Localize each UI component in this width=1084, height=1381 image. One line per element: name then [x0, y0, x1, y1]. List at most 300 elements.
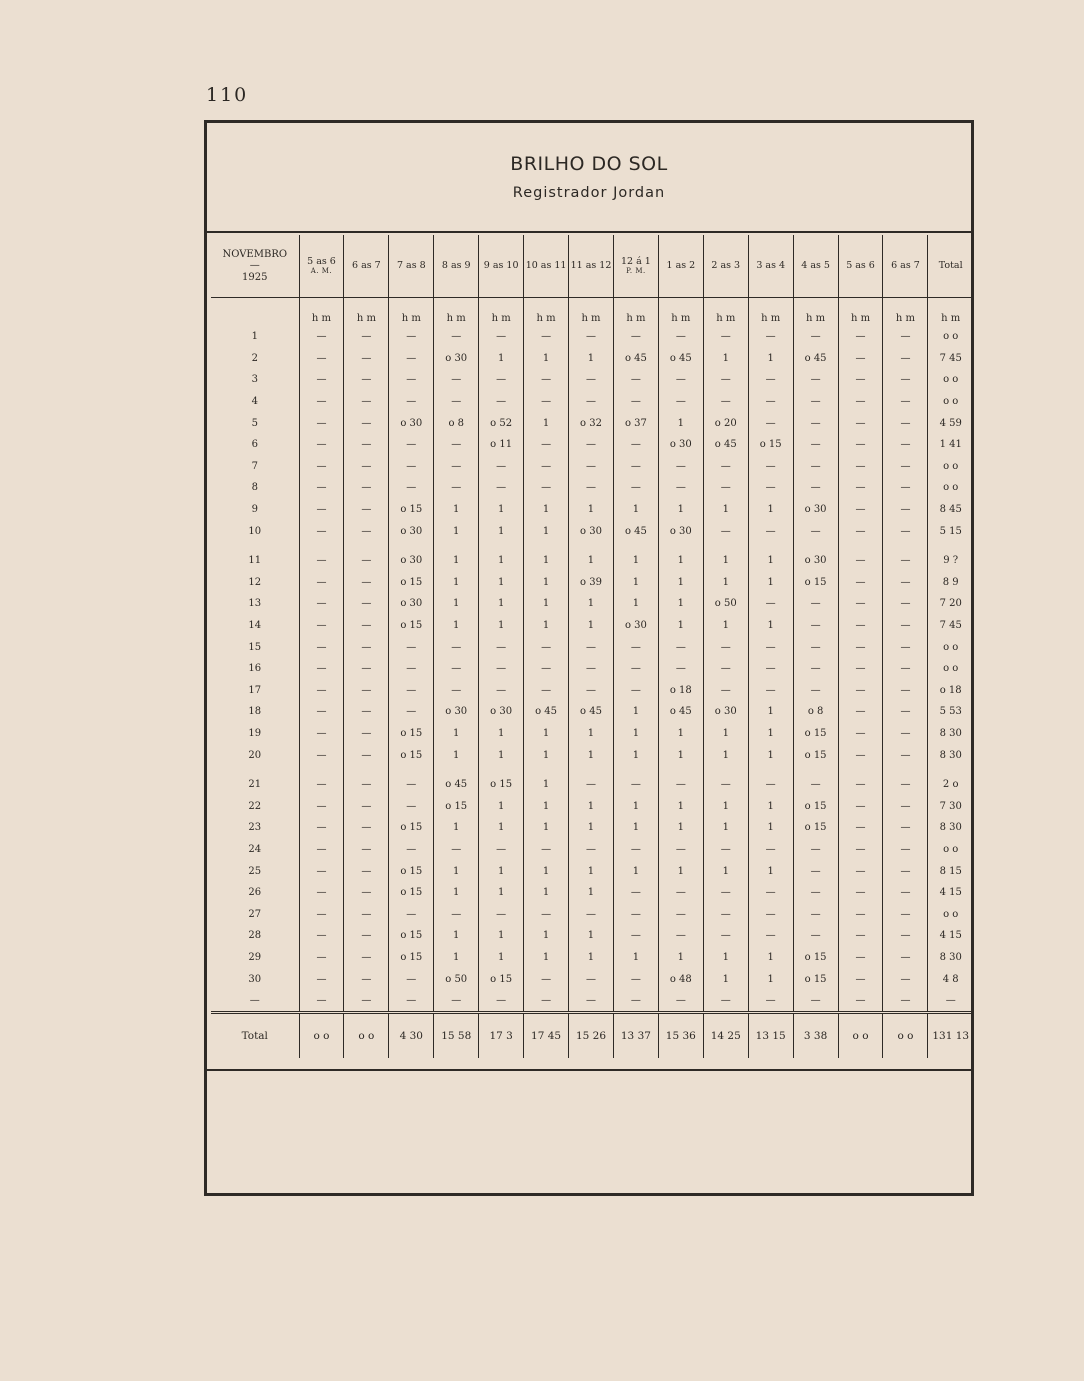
- year-label: 1925: [242, 271, 268, 283]
- value-cell: —: [434, 477, 479, 499]
- value-cell: —: [389, 434, 434, 456]
- value-cell: —: [883, 817, 928, 839]
- value-cell: 1: [569, 860, 614, 882]
- value-cell: o 15: [793, 817, 838, 839]
- value-cell: —: [479, 680, 524, 702]
- value-cell: —: [838, 636, 883, 658]
- value-cell: 1: [658, 860, 703, 882]
- value-cell: 1: [748, 795, 793, 817]
- value-cell: —: [793, 520, 838, 542]
- total-cell: 13 37: [613, 1013, 658, 1059]
- value-cell: —: [838, 795, 883, 817]
- table-row: [211, 839, 973, 861]
- value-cell: —: [299, 680, 344, 702]
- table-row: [211, 766, 973, 796]
- value-cell: 1: [479, 860, 524, 882]
- units-row: [211, 298, 973, 327]
- value-cell: —: [748, 903, 793, 925]
- value-cell: —: [793, 477, 838, 499]
- value-cell: —: [703, 456, 748, 478]
- value-cell: —: [524, 434, 569, 456]
- value-cell: 1: [748, 572, 793, 594]
- day-cell: 19: [248, 727, 262, 739]
- value-cell: —: [344, 839, 389, 861]
- value-cell: —: [748, 456, 793, 478]
- value-cell: —: [748, 369, 793, 391]
- value-cell: o 39: [569, 572, 614, 594]
- value-cell: —: [748, 925, 793, 947]
- value-cell: o 15: [389, 817, 434, 839]
- totals-row: [211, 1013, 973, 1059]
- table-row: [211, 412, 973, 434]
- value-cell: —: [883, 434, 928, 456]
- value-cell: —: [299, 701, 344, 723]
- value-cell: o 15: [389, 723, 434, 745]
- value-cell: 8 30: [928, 744, 973, 766]
- value-cell: —: [838, 882, 883, 904]
- value-cell: o 15: [479, 968, 524, 990]
- value-cell: 1: [703, 572, 748, 594]
- value-cell: 1: [569, 593, 614, 615]
- column-header: [748, 235, 793, 298]
- value-cell: 1: [524, 348, 569, 370]
- value-cell: —: [344, 434, 389, 456]
- value-cell: 1: [748, 701, 793, 723]
- value-cell: —: [344, 968, 389, 990]
- value-cell: —: [838, 369, 883, 391]
- column-label: 11 as 12: [570, 259, 612, 271]
- value-cell: —: [613, 882, 658, 904]
- value-cell: —: [389, 477, 434, 499]
- table-row: [211, 326, 973, 348]
- value-cell: 1: [703, 860, 748, 882]
- value-cell: 5 53: [928, 701, 973, 723]
- value-cell: —: [299, 572, 344, 594]
- value-cell: —: [703, 658, 748, 680]
- value-cell: —: [389, 456, 434, 478]
- table-row: [211, 903, 973, 925]
- day-cell: 22: [248, 800, 262, 812]
- value-cell: —: [703, 477, 748, 499]
- value-cell: —: [524, 456, 569, 478]
- value-cell: 1: [703, 615, 748, 637]
- day-cell: 28: [248, 930, 262, 942]
- value-cell: 1: [613, 744, 658, 766]
- value-cell: 7 45: [928, 348, 973, 370]
- table-row: [211, 744, 973, 766]
- value-cell: —: [389, 369, 434, 391]
- value-cell: —: [703, 680, 748, 702]
- value-cell: —: [434, 456, 479, 478]
- value-cell: o 50: [434, 968, 479, 990]
- value-cell: —: [793, 990, 838, 1013]
- value-cell: —: [524, 391, 569, 413]
- value-cell: 1: [479, 572, 524, 594]
- value-cell: 1: [748, 615, 793, 637]
- value-cell: o o: [928, 391, 973, 413]
- value-cell: —: [793, 658, 838, 680]
- value-cell: —: [658, 990, 703, 1013]
- value-cell: —: [793, 615, 838, 637]
- value-cell: —: [703, 391, 748, 413]
- value-cell: —: [569, 990, 614, 1013]
- day-cell: 6: [251, 439, 258, 451]
- value-cell: —: [299, 658, 344, 680]
- value-cell: —: [793, 369, 838, 391]
- value-cell: 1: [613, 593, 658, 615]
- column-label: 9 as 10: [483, 259, 519, 271]
- value-cell: —: [344, 882, 389, 904]
- table-row: [211, 477, 973, 499]
- value-cell: 1: [748, 860, 793, 882]
- value-cell: o o: [928, 477, 973, 499]
- value-cell: —: [838, 701, 883, 723]
- value-cell: —: [748, 520, 793, 542]
- value-cell: o o: [928, 658, 973, 680]
- value-cell: —: [344, 456, 389, 478]
- column-label: 1 as 2: [666, 259, 696, 271]
- value-cell: —: [748, 326, 793, 348]
- value-cell: —: [434, 636, 479, 658]
- column-label: 5 as 6: [846, 259, 875, 271]
- units-cell: h m: [658, 298, 703, 327]
- value-cell: —: [434, 839, 479, 861]
- value-cell: —: [883, 968, 928, 990]
- header-row: [211, 235, 973, 298]
- units-cell: h m: [524, 298, 569, 327]
- value-cell: —: [613, 658, 658, 680]
- value-cell: —: [748, 593, 793, 615]
- value-cell: —: [479, 326, 524, 348]
- value-cell: 1: [703, 542, 748, 572]
- value-cell: 1: [524, 593, 569, 615]
- value-cell: —: [613, 391, 658, 413]
- day-cell: 4: [251, 396, 258, 408]
- value-cell: —: [703, 925, 748, 947]
- total-cell: o o: [838, 1013, 883, 1059]
- value-cell: 1: [569, 744, 614, 766]
- value-cell: o 30: [793, 499, 838, 521]
- day-cell: 7: [251, 460, 258, 472]
- value-cell: —: [838, 839, 883, 861]
- total-cell: o o: [299, 1013, 344, 1059]
- total-cell: 17 3: [479, 1013, 524, 1059]
- value-cell: 1: [658, 615, 703, 637]
- value-cell: —: [299, 326, 344, 348]
- day-cell: 9: [251, 504, 258, 516]
- value-cell: —: [389, 903, 434, 925]
- table-row: [211, 456, 973, 478]
- value-cell: 1: [658, 795, 703, 817]
- value-cell: —: [613, 766, 658, 796]
- value-cell: o 30: [389, 593, 434, 615]
- value-cell: 1: [479, 947, 524, 969]
- value-cell: o 30: [793, 542, 838, 572]
- value-cell: —: [658, 636, 703, 658]
- value-cell: 1 41: [928, 434, 973, 456]
- value-cell: o 30: [389, 412, 434, 434]
- value-cell: o 30: [569, 520, 614, 542]
- value-cell: o 15: [793, 968, 838, 990]
- value-cell: —: [299, 723, 344, 745]
- value-cell: —: [299, 795, 344, 817]
- units-cell: h m: [479, 298, 524, 327]
- value-cell: o o: [928, 326, 973, 348]
- value-cell: —: [703, 839, 748, 861]
- value-cell: —: [344, 860, 389, 882]
- value-cell: —: [748, 391, 793, 413]
- value-cell: —: [838, 680, 883, 702]
- value-cell: —: [569, 839, 614, 861]
- value-cell: 8 9: [928, 572, 973, 594]
- day-cell: 1: [251, 331, 258, 343]
- value-cell: o 15: [389, 499, 434, 521]
- value-cell: o 20: [703, 412, 748, 434]
- value-cell: 1: [434, 593, 479, 615]
- value-cell: —: [838, 658, 883, 680]
- value-cell: o 45: [613, 348, 658, 370]
- value-cell: —: [344, 903, 389, 925]
- value-cell: —: [389, 636, 434, 658]
- value-cell: —: [838, 412, 883, 434]
- value-cell: —: [883, 766, 928, 796]
- value-cell: o 45: [703, 434, 748, 456]
- value-cell: —: [793, 412, 838, 434]
- value-cell: 1: [569, 882, 614, 904]
- value-cell: —: [748, 680, 793, 702]
- value-cell: —: [434, 434, 479, 456]
- value-cell: —: [793, 680, 838, 702]
- value-cell: —: [883, 701, 928, 723]
- table-subtitle: Registrador Jordan: [512, 185, 666, 201]
- day-cell: 12: [248, 576, 262, 588]
- value-cell: —: [569, 903, 614, 925]
- value-cell: 1: [479, 520, 524, 542]
- column-header: [344, 235, 389, 298]
- value-cell: —: [389, 701, 434, 723]
- column-label: 10 as 11: [525, 259, 567, 271]
- value-cell: o 15: [389, 947, 434, 969]
- value-cell: —: [389, 990, 434, 1013]
- value-cell: 7 30: [928, 795, 973, 817]
- value-cell: 1: [658, 817, 703, 839]
- value-cell: 1: [748, 817, 793, 839]
- value-cell: o 15: [793, 795, 838, 817]
- value-cell: —: [344, 615, 389, 637]
- value-cell: —: [883, 499, 928, 521]
- value-cell: —: [838, 477, 883, 499]
- value-cell: —: [658, 839, 703, 861]
- day-cell: 18: [248, 706, 262, 718]
- total-cell: 17 45: [524, 1013, 569, 1059]
- day-cell: 21: [248, 779, 262, 791]
- value-cell: —: [344, 990, 389, 1013]
- value-cell: —: [748, 766, 793, 796]
- value-cell: —: [658, 766, 703, 796]
- column-label: 12 á 1: [620, 255, 651, 267]
- value-cell: o 52: [479, 412, 524, 434]
- value-cell: 1: [524, 723, 569, 745]
- value-cell: —: [299, 499, 344, 521]
- value-cell: —: [389, 658, 434, 680]
- total-cell: 15 36: [658, 1013, 703, 1059]
- value-cell: —: [344, 744, 389, 766]
- value-cell: —: [658, 903, 703, 925]
- value-cell: —: [344, 723, 389, 745]
- value-cell: —: [613, 326, 658, 348]
- column-label: 7 as 8: [396, 259, 426, 271]
- value-cell: —: [613, 680, 658, 702]
- value-cell: —: [883, 680, 928, 702]
- value-cell: —: [569, 766, 614, 796]
- table-row: [211, 542, 973, 572]
- column-header: [703, 235, 748, 298]
- value-cell: —: [613, 636, 658, 658]
- value-cell: —: [883, 860, 928, 882]
- day-cell: 13: [248, 598, 262, 610]
- table-row: [211, 348, 973, 370]
- value-cell: o 30: [658, 520, 703, 542]
- value-cell: 1: [748, 542, 793, 572]
- month-dash: —: [249, 260, 260, 272]
- value-cell: —: [703, 990, 748, 1013]
- value-cell: —: [793, 882, 838, 904]
- value-cell: 1: [479, 499, 524, 521]
- value-cell: —: [569, 326, 614, 348]
- value-cell: —: [344, 572, 389, 594]
- column-sublabel: P. M.: [626, 267, 646, 276]
- value-cell: o 30: [434, 701, 479, 723]
- value-cell: o 30: [389, 542, 434, 572]
- column-header: [569, 235, 614, 298]
- value-cell: 8 15: [928, 860, 973, 882]
- day-cell: 29: [248, 951, 262, 963]
- value-cell: 1: [479, 882, 524, 904]
- value-cell: o 15: [793, 947, 838, 969]
- value-cell: 1: [434, 499, 479, 521]
- value-cell: —: [434, 680, 479, 702]
- value-cell: —: [748, 636, 793, 658]
- total-cell: 15 26: [569, 1013, 614, 1059]
- value-cell: o 8: [793, 701, 838, 723]
- table-row: [211, 947, 973, 969]
- value-cell: —: [838, 947, 883, 969]
- column-header: [928, 235, 973, 298]
- value-cell: —: [434, 326, 479, 348]
- value-cell: —: [793, 391, 838, 413]
- value-cell: —: [344, 636, 389, 658]
- table-row: [211, 593, 973, 615]
- value-cell: —: [299, 990, 344, 1013]
- value-cell: —: [569, 680, 614, 702]
- value-cell: o 48: [658, 968, 703, 990]
- value-cell: —: [838, 925, 883, 947]
- value-cell: 1: [748, 744, 793, 766]
- value-cell: —: [434, 990, 479, 1013]
- total-cell: 4 30: [389, 1013, 434, 1059]
- value-cell: —: [928, 990, 973, 1013]
- value-cell: —: [838, 572, 883, 594]
- value-cell: —: [613, 839, 658, 861]
- column-label: 6 as 7: [891, 259, 920, 271]
- value-cell: 1: [434, 542, 479, 572]
- value-cell: —: [299, 766, 344, 796]
- value-cell: —: [569, 369, 614, 391]
- value-cell: o 45: [658, 701, 703, 723]
- value-cell: —: [838, 817, 883, 839]
- value-cell: 1: [569, 499, 614, 521]
- value-cell: 1: [434, 860, 479, 882]
- value-cell: —: [299, 839, 344, 861]
- value-cell: —: [883, 391, 928, 413]
- value-cell: 7 45: [928, 615, 973, 637]
- value-cell: o 30: [658, 434, 703, 456]
- value-cell: —: [344, 817, 389, 839]
- value-cell: o 45: [613, 520, 658, 542]
- value-cell: —: [883, 903, 928, 925]
- units-cell: h m: [344, 298, 389, 327]
- total-cell: o o: [344, 1013, 389, 1059]
- value-cell: —: [299, 903, 344, 925]
- value-cell: o 30: [703, 701, 748, 723]
- value-cell: —: [344, 520, 389, 542]
- value-cell: —: [344, 701, 389, 723]
- value-cell: —: [883, 369, 928, 391]
- value-cell: 1: [434, 744, 479, 766]
- value-cell: o 30: [479, 701, 524, 723]
- month-label: NOVEMBRO: [222, 248, 288, 260]
- value-cell: —: [524, 326, 569, 348]
- value-cell: 8 30: [928, 723, 973, 745]
- value-cell: o 45: [658, 348, 703, 370]
- value-cell: —: [389, 968, 434, 990]
- value-cell: 1: [658, 947, 703, 969]
- value-cell: —: [299, 860, 344, 882]
- value-cell: o 15: [389, 572, 434, 594]
- value-cell: —: [658, 326, 703, 348]
- value-cell: 1: [748, 499, 793, 521]
- value-cell: —: [344, 412, 389, 434]
- value-cell: 1: [524, 412, 569, 434]
- title-area: [207, 123, 971, 233]
- value-cell: —: [299, 615, 344, 637]
- total-cell: 15 58: [434, 1013, 479, 1059]
- value-cell: 1: [748, 947, 793, 969]
- value-cell: —: [883, 542, 928, 572]
- value-cell: 1: [524, 882, 569, 904]
- value-cell: o 18: [658, 680, 703, 702]
- value-cell: —: [658, 925, 703, 947]
- value-cell: —: [479, 456, 524, 478]
- value-cell: —: [883, 636, 928, 658]
- value-cell: 1: [658, 744, 703, 766]
- totals-label: Total: [211, 1013, 299, 1059]
- value-cell: 1: [479, 542, 524, 572]
- day-cell: 20: [248, 749, 262, 761]
- value-cell: —: [613, 434, 658, 456]
- value-cell: —: [793, 456, 838, 478]
- page-number: 110: [206, 84, 249, 106]
- value-cell: o 15: [389, 744, 434, 766]
- value-cell: 1: [748, 723, 793, 745]
- value-cell: —: [389, 839, 434, 861]
- value-cell: —: [434, 903, 479, 925]
- table-row: [211, 860, 973, 882]
- value-cell: 1: [613, 860, 658, 882]
- value-cell: —: [299, 636, 344, 658]
- value-cell: —: [613, 477, 658, 499]
- value-cell: —: [344, 658, 389, 680]
